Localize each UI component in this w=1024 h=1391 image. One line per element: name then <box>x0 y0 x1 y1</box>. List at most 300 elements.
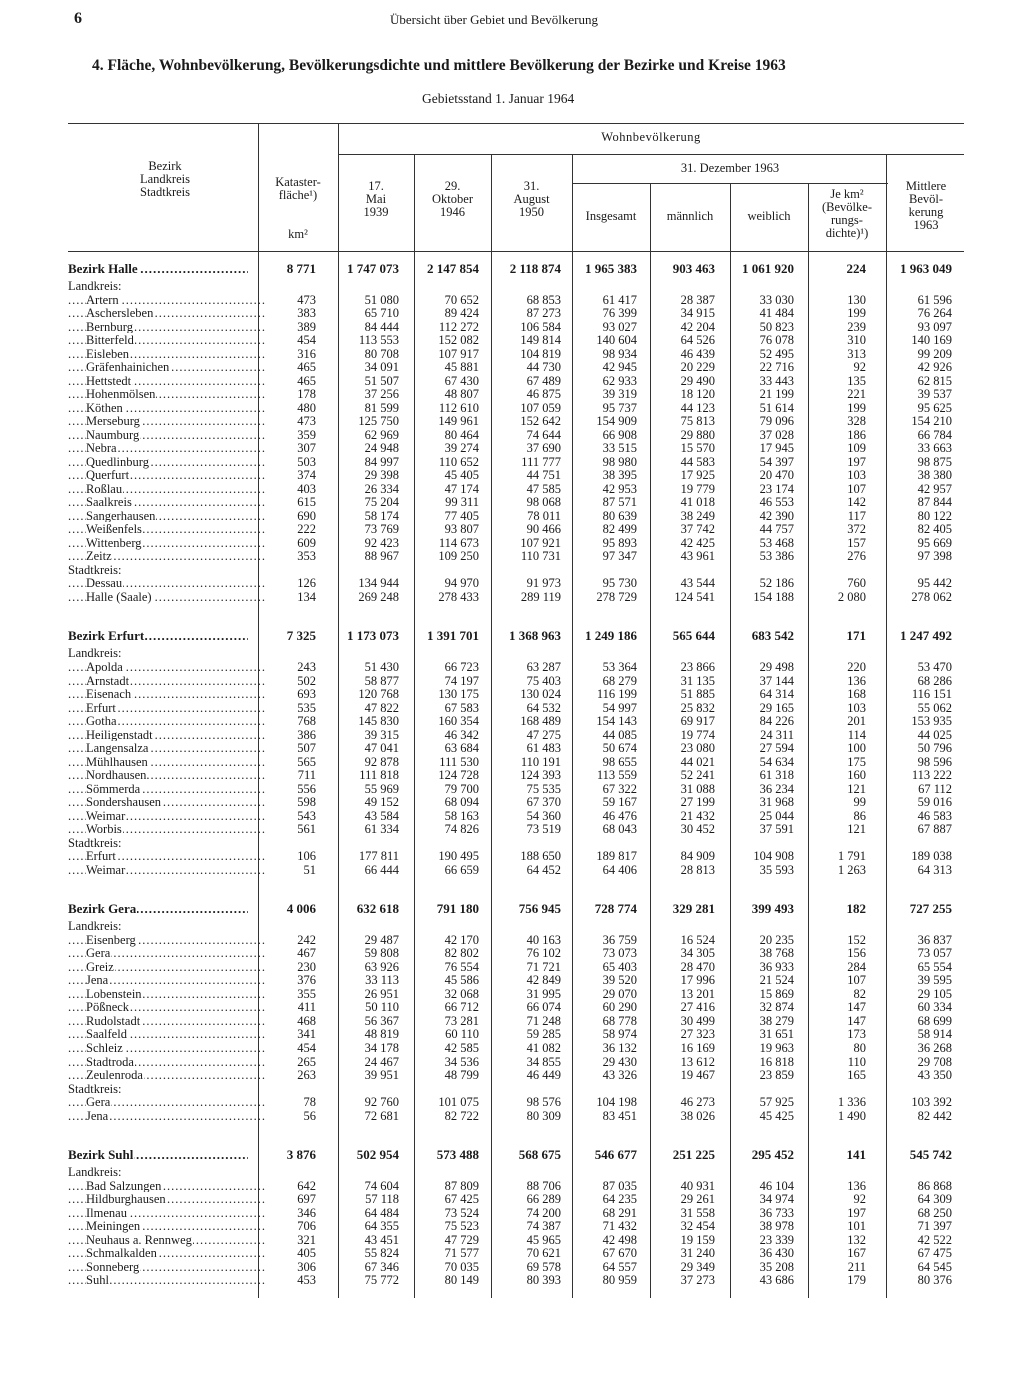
mai-1939-cell: 62 969 <box>364 427 399 442</box>
header-dichte: Je km² (Bevölke- rungs- dichte)¹) <box>822 187 872 240</box>
row-label: Querfurt <box>86 468 130 483</box>
weiblich-cell: 38 768 <box>759 946 794 961</box>
mittlere-bevoelkerung-cell: 116 151 <box>911 687 952 702</box>
dichte-cell: 1 336 <box>837 1095 866 1110</box>
insgesamt-cell: 62 933 <box>602 373 637 388</box>
august-1950-cell: 71 248 <box>526 1013 561 1028</box>
oktober-1946-cell: 70 035 <box>444 1259 479 1274</box>
kreis-name <box>68 1109 266 1123</box>
table-row <box>0 674 1024 688</box>
mai-1939-cell: 58 877 <box>364 673 399 688</box>
row-label: Suhl <box>86 1273 109 1288</box>
weiblich-cell: 35 208 <box>759 1259 794 1274</box>
row-label: Jena <box>86 973 109 988</box>
mittlere-bevoelkerung-cell: 86 868 <box>917 1178 952 1193</box>
row-label: Köthen <box>86 400 123 415</box>
august-1950-cell: 149 814 <box>520 333 561 348</box>
maennlich-cell: 40 931 <box>680 1178 715 1193</box>
maennlich-cell: 29 490 <box>680 373 715 388</box>
weiblich-cell: 31 651 <box>759 1027 794 1042</box>
row-label: Rudolstadt <box>86 1013 141 1028</box>
weiblich-cell: 46 104 <box>759 1178 794 1193</box>
august-1950-cell: 91 973 <box>526 576 561 591</box>
insgesamt-cell: 546 677 <box>594 1147 637 1163</box>
august-1950-cell: 88 706 <box>526 1178 561 1193</box>
maennlich-cell: 46 273 <box>680 1095 715 1110</box>
dichte-cell: 1 263 <box>837 862 866 877</box>
weiblich-cell: 24 311 <box>760 727 794 742</box>
august-1950-cell: 107 921 <box>520 535 561 550</box>
insgesamt-cell: 97 347 <box>602 549 637 564</box>
insgesamt-cell: 73 073 <box>602 946 637 961</box>
dichte-cell: 109 <box>847 441 866 456</box>
august-1950-cell: 98 068 <box>526 495 561 510</box>
oktober-1946-cell: 80 464 <box>444 427 479 442</box>
mittlere-bevoelkerung-cell: 545 742 <box>909 1147 952 1163</box>
dichte-cell: 101 <box>847 1219 866 1234</box>
dichte-cell: 110 <box>847 1054 866 1069</box>
section-label <box>68 279 248 293</box>
weiblich-cell: 50 823 <box>759 319 794 334</box>
mittlere-bevoelkerung-cell: 64 313 <box>917 862 952 877</box>
insgesamt-cell: 98 934 <box>602 346 637 361</box>
mittlere-bevoelkerung-cell: 140 169 <box>911 333 952 348</box>
weiblich-cell: 399 493 <box>751 901 794 917</box>
row-label: Eisleben <box>86 346 130 361</box>
katasterflaeche-cell: 51 <box>303 862 316 877</box>
maennlich-cell: 46 439 <box>680 346 715 361</box>
maennlich-cell: 31 088 <box>680 781 715 796</box>
mai-1939-cell: 39 315 <box>364 727 399 742</box>
mai-1939-cell: 66 444 <box>364 862 399 877</box>
table-subtitle: Gebietsstand 1. Januar 1964 <box>422 91 575 106</box>
dichte-cell: 156 <box>847 946 866 961</box>
mittlere-bevoelkerung-cell: 153 935 <box>911 714 952 729</box>
mittlere-bevoelkerung-cell: 1 963 049 <box>900 261 952 276</box>
section-label-row <box>0 1165 1024 1179</box>
oktober-1946-cell: 58 163 <box>444 808 479 823</box>
katasterflaeche-cell: 465 <box>297 360 316 375</box>
mai-1939-cell: 75 772 <box>364 1273 399 1288</box>
insgesamt-cell: 76 399 <box>602 306 637 321</box>
mittlere-bevoelkerung-cell: 33 663 <box>917 441 952 456</box>
table-row <box>0 795 1024 809</box>
oktober-1946-cell: 190 495 <box>438 849 479 864</box>
katasterflaeche-cell: 265 <box>297 1054 316 1069</box>
table-row <box>0 1192 1024 1206</box>
maennlich-cell: 18 120 <box>680 387 715 402</box>
insgesamt-cell: 68 279 <box>602 673 637 688</box>
katasterflaeche-cell: 134 <box>297 589 316 604</box>
insgesamt-cell: 98 980 <box>602 454 637 469</box>
oktober-1946-cell: 160 354 <box>438 714 479 729</box>
mai-1939-cell: 72 681 <box>364 1108 399 1123</box>
insgesamt-cell: 93 027 <box>602 319 637 334</box>
insgesamt-cell: 95 730 <box>602 576 637 591</box>
insgesamt-cell: 1 965 383 <box>585 261 637 276</box>
row-label: Bernburg <box>86 319 133 334</box>
oktober-1946-cell: 114 673 <box>438 535 479 550</box>
august-1950-cell: 74 387 <box>526 1219 561 1234</box>
katasterflaeche-cell: 468 <box>297 1013 316 1028</box>
table-row <box>0 755 1024 769</box>
maennlich-cell: 19 159 <box>680 1232 715 1247</box>
kreis-name <box>68 536 266 550</box>
august-1950-cell: 106 584 <box>520 319 561 334</box>
august-1950-cell: 80 309 <box>526 1108 561 1123</box>
dichte-cell: 141 <box>846 1147 866 1163</box>
insgesamt-cell: 58 974 <box>602 1027 637 1042</box>
kreis-name <box>68 714 266 728</box>
mittlere-bevoelkerung-cell: 66 784 <box>917 427 952 442</box>
row-label: Landkreis: <box>68 646 122 661</box>
august-1950-cell: 90 466 <box>526 522 561 537</box>
row-label: Mühlhausen <box>86 754 148 769</box>
dichte-cell: 121 <box>847 781 866 796</box>
row-label: Jena <box>86 1108 109 1123</box>
oktober-1946-cell: 1 391 701 <box>427 628 479 644</box>
oktober-1946-cell: 152 082 <box>438 333 479 348</box>
oktober-1946-cell: 73 524 <box>444 1205 479 1220</box>
mai-1939-cell: 37 256 <box>364 387 399 402</box>
dichte-cell: 175 <box>847 754 866 769</box>
mai-1939-cell: 34 178 <box>364 1041 399 1055</box>
katasterflaeche-cell: 389 <box>297 319 316 334</box>
mittlere-bevoelkerung-cell: 82 405 <box>917 522 952 537</box>
kreis-name <box>68 973 266 987</box>
mittlere-bevoelkerung-cell: 1 247 492 <box>900 628 952 644</box>
mai-1939-cell: 111 818 <box>359 768 399 783</box>
table-row <box>0 1179 1024 1193</box>
maennlich-cell: 75 813 <box>680 414 715 429</box>
bezirk-row <box>0 902 1024 916</box>
mai-1939-cell: 177 811 <box>358 849 399 864</box>
kreis-name <box>68 522 266 536</box>
maennlich-cell: 28 387 <box>680 292 715 307</box>
oktober-1946-cell: 73 281 <box>444 1013 479 1028</box>
mai-1939-cell: 92 878 <box>364 754 399 769</box>
katasterflaeche-cell: 353 <box>297 549 316 564</box>
kreis-name <box>68 401 266 415</box>
maennlich-cell: 37 273 <box>680 1273 715 1288</box>
row-label: Artern <box>86 292 119 307</box>
weiblich-cell: 22 716 <box>759 360 794 375</box>
katasterflaeche-cell: 697 <box>297 1192 316 1207</box>
oktober-1946-cell: 67 583 <box>444 700 479 715</box>
dichte-cell: 186 <box>847 427 866 442</box>
row-label: Bezirk Suhl <box>68 1148 134 1163</box>
table-row <box>0 782 1024 796</box>
maennlich-cell: 29 261 <box>680 1192 715 1207</box>
maennlich-cell: 251 225 <box>672 1147 715 1163</box>
insgesamt-cell: 154 143 <box>596 714 637 729</box>
mittlere-bevoelkerung-cell: 44 025 <box>917 727 952 742</box>
oktober-1946-cell: 87 809 <box>444 1178 479 1193</box>
row-label: Sondershausen <box>86 795 161 810</box>
august-1950-cell: 41 082 <box>526 1041 561 1055</box>
august-1950-cell: 74 200 <box>526 1205 561 1220</box>
table-row <box>0 1068 1024 1082</box>
weiblich-cell: 154 188 <box>753 589 794 604</box>
maennlich-cell: 43 544 <box>680 576 715 591</box>
maennlich-cell: 23 080 <box>680 741 715 756</box>
oktober-1946-cell: 46 342 <box>444 727 479 742</box>
mai-1939-cell: 57 118 <box>365 1192 399 1207</box>
oktober-1946-cell: 66 712 <box>444 1000 479 1015</box>
mittlere-bevoelkerung-cell: 97 398 <box>917 549 952 564</box>
section-label <box>68 1165 248 1179</box>
mai-1939-cell: 49 152 <box>364 795 399 810</box>
weiblich-cell: 27 594 <box>759 741 794 756</box>
insgesamt-cell: 42 953 <box>602 481 637 496</box>
mai-1939-cell: 64 484 <box>364 1205 399 1220</box>
weiblich-cell: 1 061 920 <box>742 261 794 276</box>
insgesamt-cell: 67 322 <box>602 781 637 796</box>
oktober-1946-cell: 82 722 <box>444 1108 479 1123</box>
table-row <box>0 387 1024 401</box>
row-label: Gera <box>86 946 111 961</box>
august-1950-cell: 756 945 <box>518 901 561 917</box>
august-1950-cell: 78 011 <box>527 508 561 523</box>
header-kataster: Kataster- fläche¹) <box>275 175 321 202</box>
mittlere-bevoelkerung-cell: 80 376 <box>917 1273 952 1288</box>
dichte-cell: 197 <box>847 454 866 469</box>
katasterflaeche-cell: 178 <box>297 387 316 402</box>
row-label: Meiningen <box>86 1219 141 1234</box>
row-label: Zeulenroda <box>86 1068 143 1083</box>
table-row <box>0 728 1024 742</box>
insgesamt-cell: 80 639 <box>602 508 637 523</box>
katasterflaeche-cell: 706 <box>297 1219 316 1234</box>
row-label: Gräfenhainichen <box>86 360 170 375</box>
table-row <box>0 468 1024 482</box>
row-label: Sonneberg <box>86 1259 140 1274</box>
mittlere-bevoelkerung-cell: 42 957 <box>917 481 952 496</box>
mai-1939-cell: 59 808 <box>364 946 399 961</box>
august-1950-cell: 59 285 <box>526 1027 561 1042</box>
weiblich-cell: 37 144 <box>759 673 794 688</box>
weiblich-cell: 38 279 <box>759 1013 794 1028</box>
row-label: Eisenberg <box>86 932 136 947</box>
oktober-1946-cell: 70 652 <box>444 292 479 307</box>
dichte-cell: 220 <box>847 660 866 674</box>
mai-1939-cell: 24 948 <box>364 441 399 456</box>
header-weiblich: weiblich <box>747 209 791 223</box>
weiblich-cell: 29 165 <box>759 700 794 715</box>
dichte-cell: 199 <box>847 400 866 415</box>
oktober-1946-cell: 48 807 <box>444 387 479 402</box>
insgesamt-cell: 53 364 <box>602 660 637 674</box>
maennlich-cell: 44 123 <box>680 400 715 415</box>
kreis-name <box>68 414 266 428</box>
insgesamt-cell: 140 604 <box>596 333 637 348</box>
dichte-cell: 760 <box>847 576 866 591</box>
katasterflaeche-cell: 454 <box>297 333 316 348</box>
weiblich-cell: 36 933 <box>759 959 794 974</box>
table-row <box>0 714 1024 728</box>
weiblich-cell: 295 452 <box>751 1147 794 1163</box>
mittlere-bevoelkerung-cell: 60 334 <box>917 1000 952 1015</box>
kreis-name <box>68 1041 266 1055</box>
kreis-name <box>68 1068 266 1082</box>
maennlich-cell: 16 169 <box>680 1041 715 1055</box>
row-label: Stadtkreis: <box>68 562 122 577</box>
katasterflaeche-cell: 359 <box>297 427 316 442</box>
maennlich-cell: 69 917 <box>680 714 715 729</box>
oktober-1946-cell: 68 094 <box>444 795 479 810</box>
katasterflaeche-cell: 386 <box>297 727 316 742</box>
maennlich-cell: 52 241 <box>680 768 715 783</box>
mai-1939-cell: 63 926 <box>364 959 399 974</box>
table-row <box>0 960 1024 974</box>
katasterflaeche-cell: 306 <box>297 1259 316 1274</box>
oktober-1946-cell: 42 170 <box>444 932 479 947</box>
katasterflaeche-cell: 346 <box>297 1205 316 1220</box>
maennlich-cell: 30 499 <box>680 1013 715 1028</box>
row-label: Sömmerda <box>86 781 141 796</box>
katasterflaeche-cell: 503 <box>297 454 316 469</box>
mai-1939-cell: 39 951 <box>364 1068 399 1083</box>
kreis-name <box>68 320 266 334</box>
maennlich-cell: 19 779 <box>680 481 715 496</box>
insgesamt-cell: 87 571 <box>602 495 637 510</box>
weiblich-cell: 38 978 <box>759 1219 794 1234</box>
august-1950-cell: 124 393 <box>520 768 561 783</box>
section-label <box>68 646 248 660</box>
maennlich-cell: 42 204 <box>680 319 715 334</box>
mai-1939-cell: 80 708 <box>364 346 399 361</box>
mai-1939-cell: 81 599 <box>364 400 399 415</box>
august-1950-cell: 2 118 874 <box>509 261 561 276</box>
row-label: Erfurt <box>86 700 116 715</box>
row-label: Weimar <box>86 862 126 877</box>
august-1950-cell: 66 074 <box>526 1000 561 1015</box>
august-1950-cell: 46 875 <box>526 387 561 402</box>
dichte-cell: 82 <box>853 986 866 1001</box>
insgesamt-cell: 80 959 <box>602 1273 637 1288</box>
weiblich-cell: 64 314 <box>759 687 794 702</box>
oktober-1946-cell: 45 586 <box>444 973 479 988</box>
kreis-name <box>68 933 266 947</box>
dichte-cell: 313 <box>847 346 866 361</box>
oktober-1946-cell: 47 729 <box>444 1232 479 1247</box>
maennlich-cell: 27 323 <box>680 1027 715 1042</box>
kreis-name <box>68 1027 266 1041</box>
mai-1939-cell: 43 451 <box>364 1232 399 1247</box>
maennlich-cell: 23 866 <box>680 660 715 674</box>
table-row <box>0 687 1024 701</box>
table-row <box>0 495 1024 509</box>
august-1950-cell: 63 287 <box>526 660 561 674</box>
katasterflaeche-cell: 690 <box>297 508 316 523</box>
katasterflaeche-cell: 480 <box>297 400 316 415</box>
section-label <box>68 1082 248 1096</box>
mai-1939-cell: 64 355 <box>364 1219 399 1234</box>
insgesamt-cell: 104 198 <box>596 1095 637 1110</box>
insgesamt-cell: 50 674 <box>602 741 637 756</box>
row-label: Bezirk Gera <box>68 902 137 917</box>
mai-1939-cell: 502 954 <box>356 1147 399 1163</box>
header-mittlere-bevoelkerung: Mittlere Bevöl- kerung 1963 <box>905 179 947 232</box>
table-row <box>0 863 1024 877</box>
mittlere-bevoelkerung-cell: 36 268 <box>917 1041 952 1055</box>
kreis-name <box>68 795 266 809</box>
oktober-1946-cell: 67 430 <box>444 373 479 388</box>
maennlich-cell: 27 416 <box>680 1000 715 1015</box>
insgesamt-cell: 64 557 <box>602 1259 637 1274</box>
august-1950-cell: 111 777 <box>521 454 561 469</box>
insgesamt-cell: 44 085 <box>602 727 637 742</box>
table-row <box>0 660 1024 674</box>
maennlich-cell: 44 583 <box>680 454 715 469</box>
row-label: Naumburg <box>86 427 140 442</box>
maennlich-cell: 21 432 <box>680 808 715 823</box>
august-1950-cell: 76 102 <box>526 946 561 961</box>
oktober-1946-cell: 573 488 <box>436 1147 479 1163</box>
weiblich-cell: 23 339 <box>759 1232 794 1247</box>
insgesamt-cell: 66 908 <box>602 427 637 442</box>
maennlich-cell: 51 885 <box>680 687 715 702</box>
mittlere-bevoelkerung-cell: 727 255 <box>909 901 952 917</box>
mai-1939-cell: 48 819 <box>364 1027 399 1042</box>
katasterflaeche-cell: 405 <box>297 1246 316 1261</box>
weiblich-cell: 84 226 <box>759 714 794 729</box>
maennlich-cell: 29 880 <box>680 427 715 442</box>
mittlere-bevoelkerung-cell: 62 815 <box>917 373 952 388</box>
maennlich-cell: 27 199 <box>680 795 715 810</box>
mai-1939-cell: 61 334 <box>364 822 399 837</box>
katasterflaeche-cell: 615 <box>297 495 316 510</box>
mai-1939-cell: 632 618 <box>356 901 399 917</box>
oktober-1946-cell: 93 807 <box>444 522 479 537</box>
table-row <box>0 320 1024 334</box>
mittlere-bevoelkerung-cell: 36 837 <box>917 932 952 947</box>
maennlich-cell: 64 526 <box>680 333 715 348</box>
kreis-name <box>68 1014 266 1028</box>
table-row <box>0 701 1024 715</box>
august-1950-cell: 37 690 <box>526 441 561 456</box>
katasterflaeche-cell: 243 <box>297 660 316 674</box>
maennlich-cell: 16 524 <box>680 932 715 947</box>
kreis-name <box>68 1260 266 1274</box>
table-row <box>0 576 1024 590</box>
insgesamt-cell: 1 249 186 <box>585 628 637 644</box>
section-label <box>68 836 248 850</box>
row-label: Stadtroda <box>86 1054 134 1069</box>
oktober-1946-cell: 112 272 <box>438 319 479 334</box>
maennlich-cell: 28 813 <box>680 862 715 877</box>
header-kataster-unit: km² <box>288 227 308 241</box>
mai-1939-cell: 1 173 073 <box>347 628 399 644</box>
section-label <box>68 563 248 577</box>
oktober-1946-cell: 110 652 <box>438 454 479 469</box>
august-1950-cell: 40 163 <box>526 932 561 947</box>
insgesamt-cell: 60 290 <box>602 1000 637 1015</box>
row-label: Stadtkreis: <box>68 1081 122 1096</box>
dichte-cell: 103 <box>847 700 866 715</box>
dichte-cell: 142 <box>847 495 866 510</box>
mai-1939-cell: 120 768 <box>358 687 399 702</box>
kreis-name <box>68 1000 266 1014</box>
oktober-1946-cell: 66 723 <box>444 660 479 674</box>
weiblich-cell: 42 390 <box>759 508 794 523</box>
table-row <box>0 1014 1024 1028</box>
august-1950-cell: 110 191 <box>520 754 561 769</box>
august-1950-cell: 98 576 <box>526 1095 561 1110</box>
dichte-cell: 86 <box>853 808 866 823</box>
dichte-cell: 211 <box>847 1259 866 1274</box>
row-label: Aschersleben <box>86 306 154 321</box>
